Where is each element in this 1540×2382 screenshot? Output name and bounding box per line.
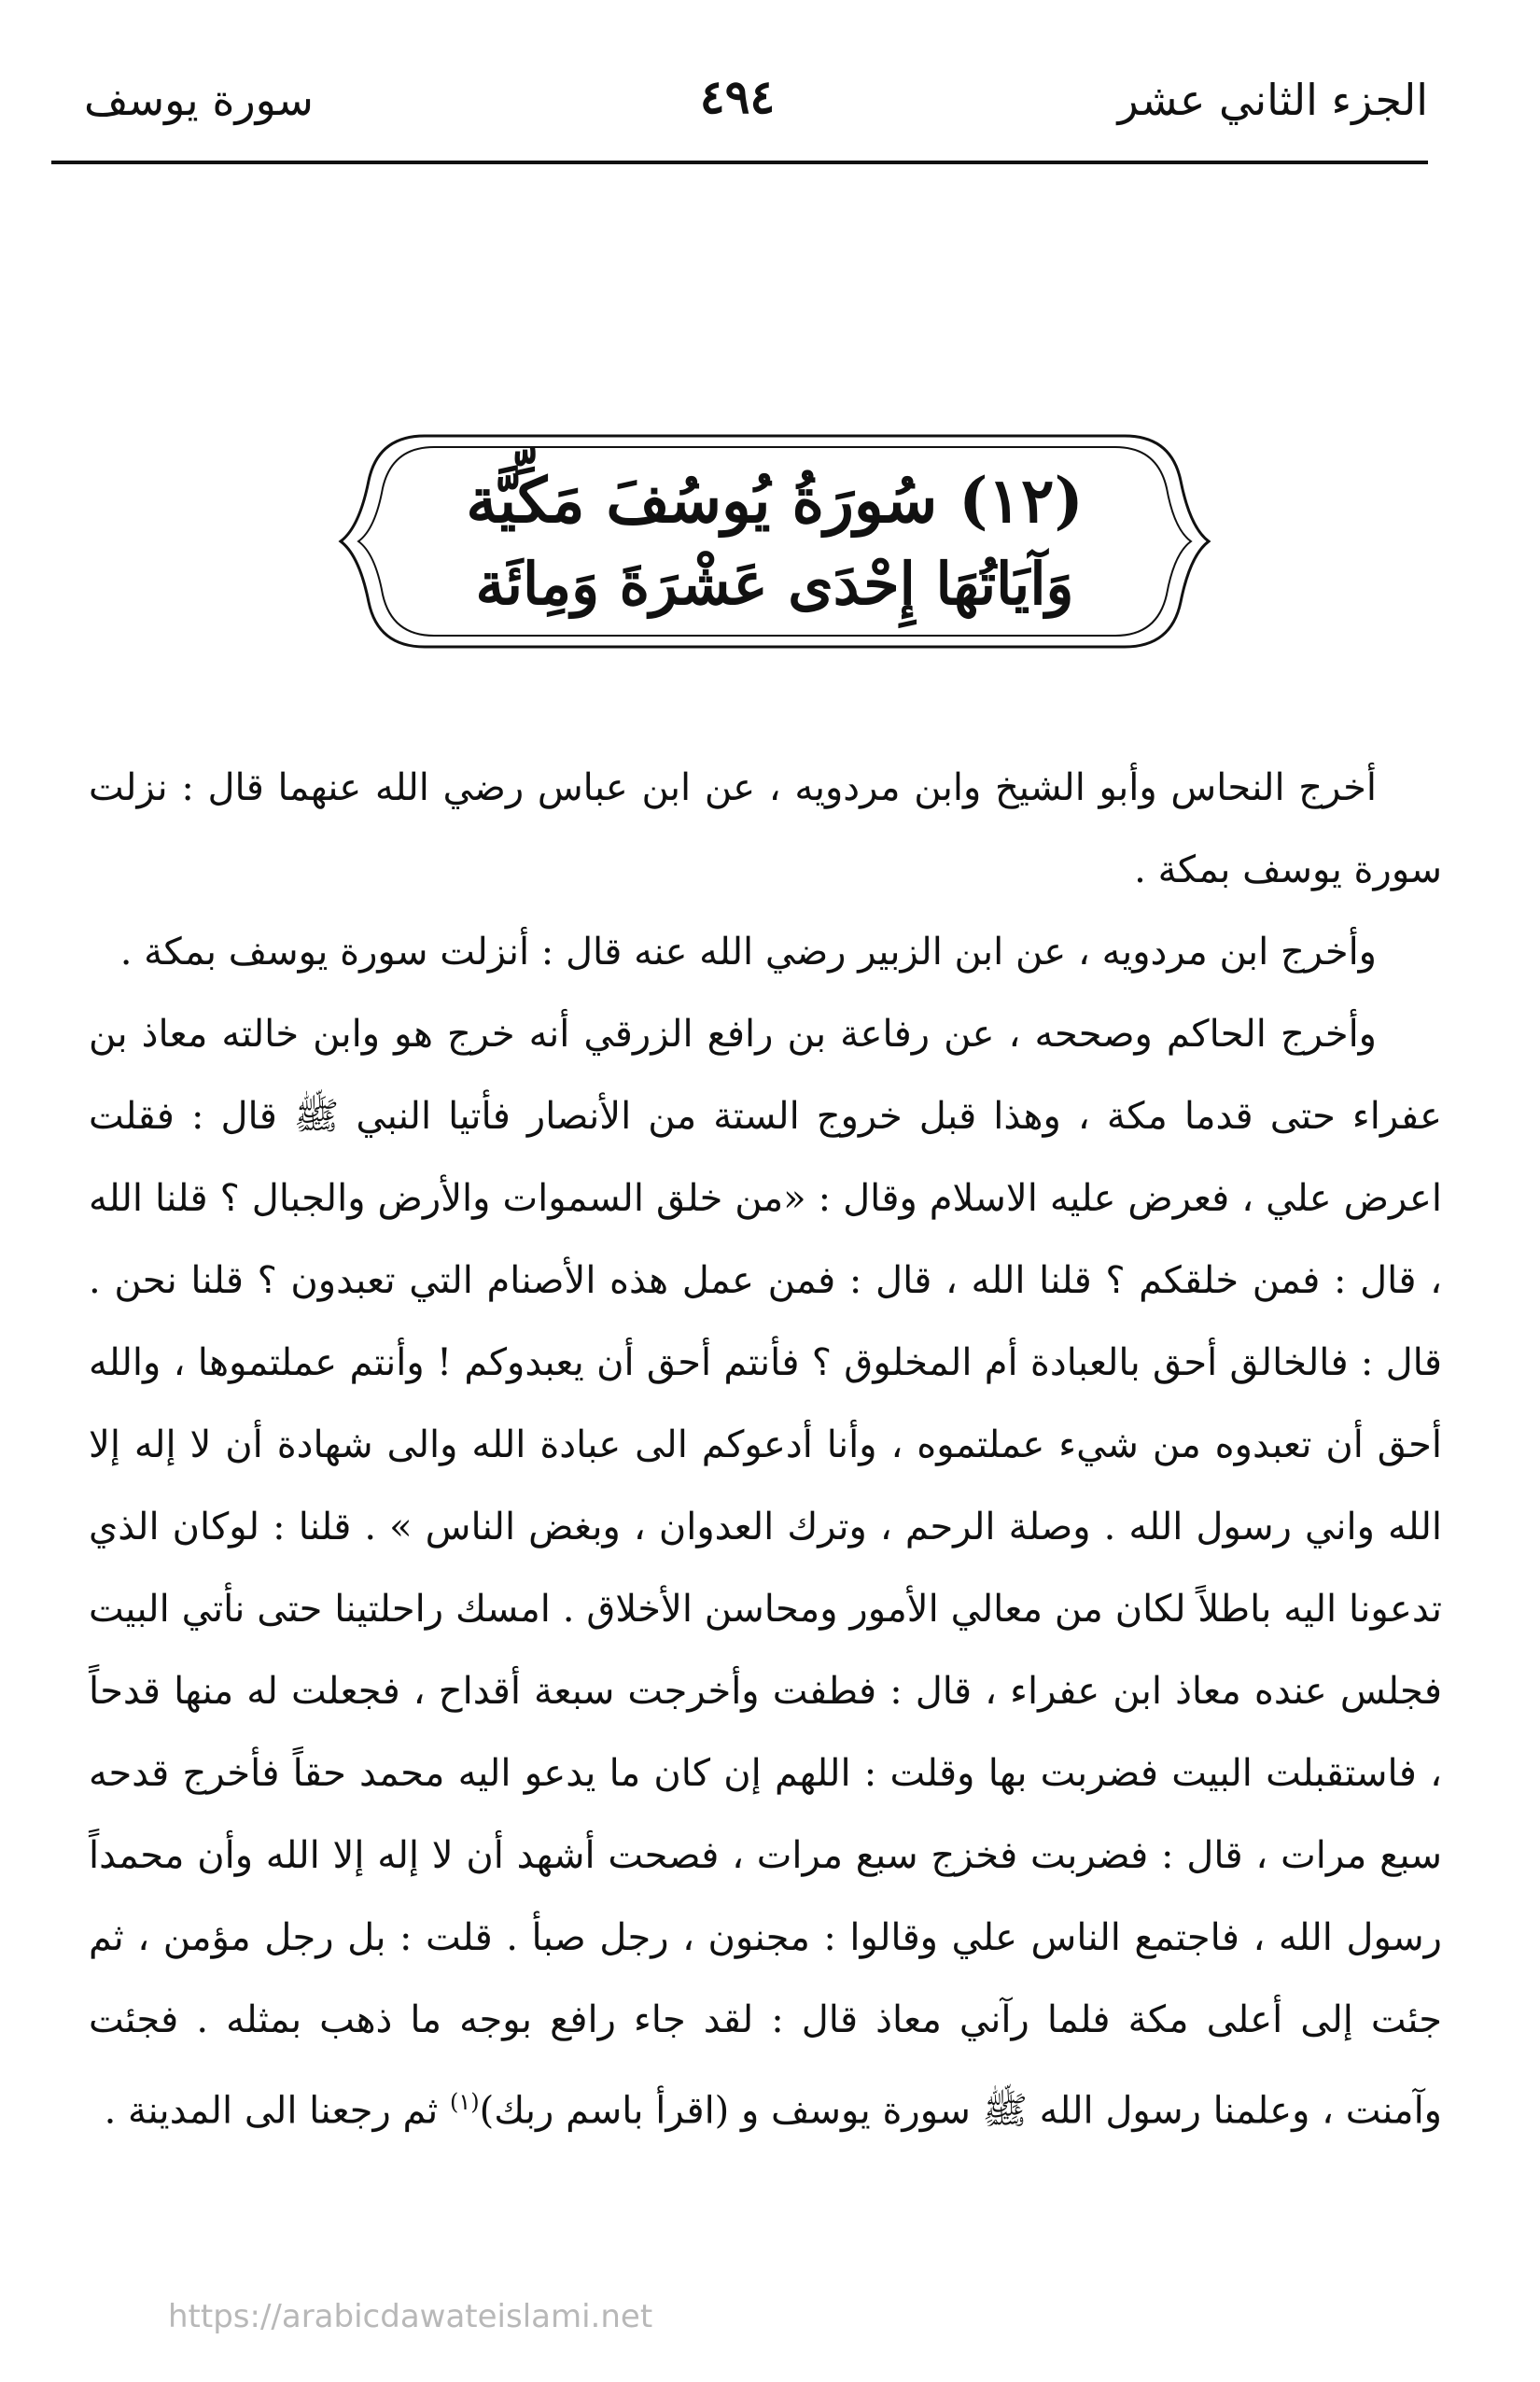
page-header — [47, 56, 1428, 159]
closing-text: ثم رجعنا الى المدينة . — [104, 2089, 439, 2133]
paragraph: وأخرج ابن مردويه ، عن ابن الزبير رضي الله عنه قال : أنزلت سورة يوسف بمكة . — [119, 931, 1377, 974]
paragraph: أخرج النحاس وأبو الشيخ وابن مردويه ، عن ابن عباس رضي الله عنهما قال : نزلت سورة يوسف بمكة . — [89, 766, 1442, 891]
surah-title: (١٢) سُورَةُ يُوسُفَ مَكِّيَّة — [466, 464, 1084, 537]
paragraph — [89, 993, 1442, 2151]
part-label: الجزء الثاني عشر — [1117, 75, 1428, 125]
paragraph-text: وأخرج الحاكم وصححه ، عن رفاعة بن رافع الزرقي أنه خرج هو وابن خالته معاذ بن عفراء حتى قدما مكة ، وهذا قبل خروج الستة من الأنصار فأتيا النبي ﷺ قال : فقلت اعرض علي ، فعرض عليه الاسلام وقال : «من خلق السموات والأرض والجبال ؟ قلنا الله ، قال : فمن خلقكم ؟ قلنا الله ، قال : فمن عمل هذه الأصنام التي تعبدون ؟ قلنا نحن . قال : فالخالق أحق بالعبادة أم المخلوق ؟ فأنتم أحق أن يعبدوكم ! وأنتم عملتموها ، والله أحق أن تعبدوه من شيء عملتموه ، وأنا أدعوكم الى عبادة الله والى شهادة أن لا إله إلا الله واني رسول الله . وصلة الرحم ، وترك العدوان ، وبغض الناس » . قلنا : لوكان الذي تدعونا اليه باطلاً لكان من معالي الأمور ومحاسن الأخلاق . امسك راحلتينا حتى نأتي البيت فجلس عنده معاذ ابن عفراء ، قال : فطفت وأخرجت سبعة أقداح ، فجعلت له منها قدحاً ، فاستقبلت البيت فضربت بها وقلت : اللهم إن كان ما يدعو اليه محمد حقاً فأخرج قدحه سبع مرات ، قال : فضربت فخزج سبع مرات ، فصحت أشهد أن لا إله إلا الله وأن محمداً رسول الله ، فاجتمع الناس علي وقالوا : مجنون ، رجل صبأ . قلت : بل رجل مؤمن ، ثم جئت إلى أعلى مكة فلما رآني معاذ قال : لقد جاء رافع بوجه ما ذهب بمثله . فجئت وآمنت ، وعلمنا رسول الله ﷺ سورة يوسف و (اقرأ باسم ربك) — [89, 1013, 1443, 2133]
footnote-marker: (١) — [449, 2089, 480, 2115]
verse-count: وَآيَاتُهَا إِحْدَى عَشْرَةَ وَمِائَة — [475, 550, 1074, 618]
page-number: ٤٩٤ — [699, 69, 776, 124]
header-rule — [51, 161, 1428, 164]
main-text — [89, 747, 1442, 2151]
surah-title-cartouche — [336, 425, 1213, 658]
surah-label: سورة يوسف — [84, 75, 314, 125]
watermark: https://arabicdawateislami.net — [168, 2298, 653, 2335]
